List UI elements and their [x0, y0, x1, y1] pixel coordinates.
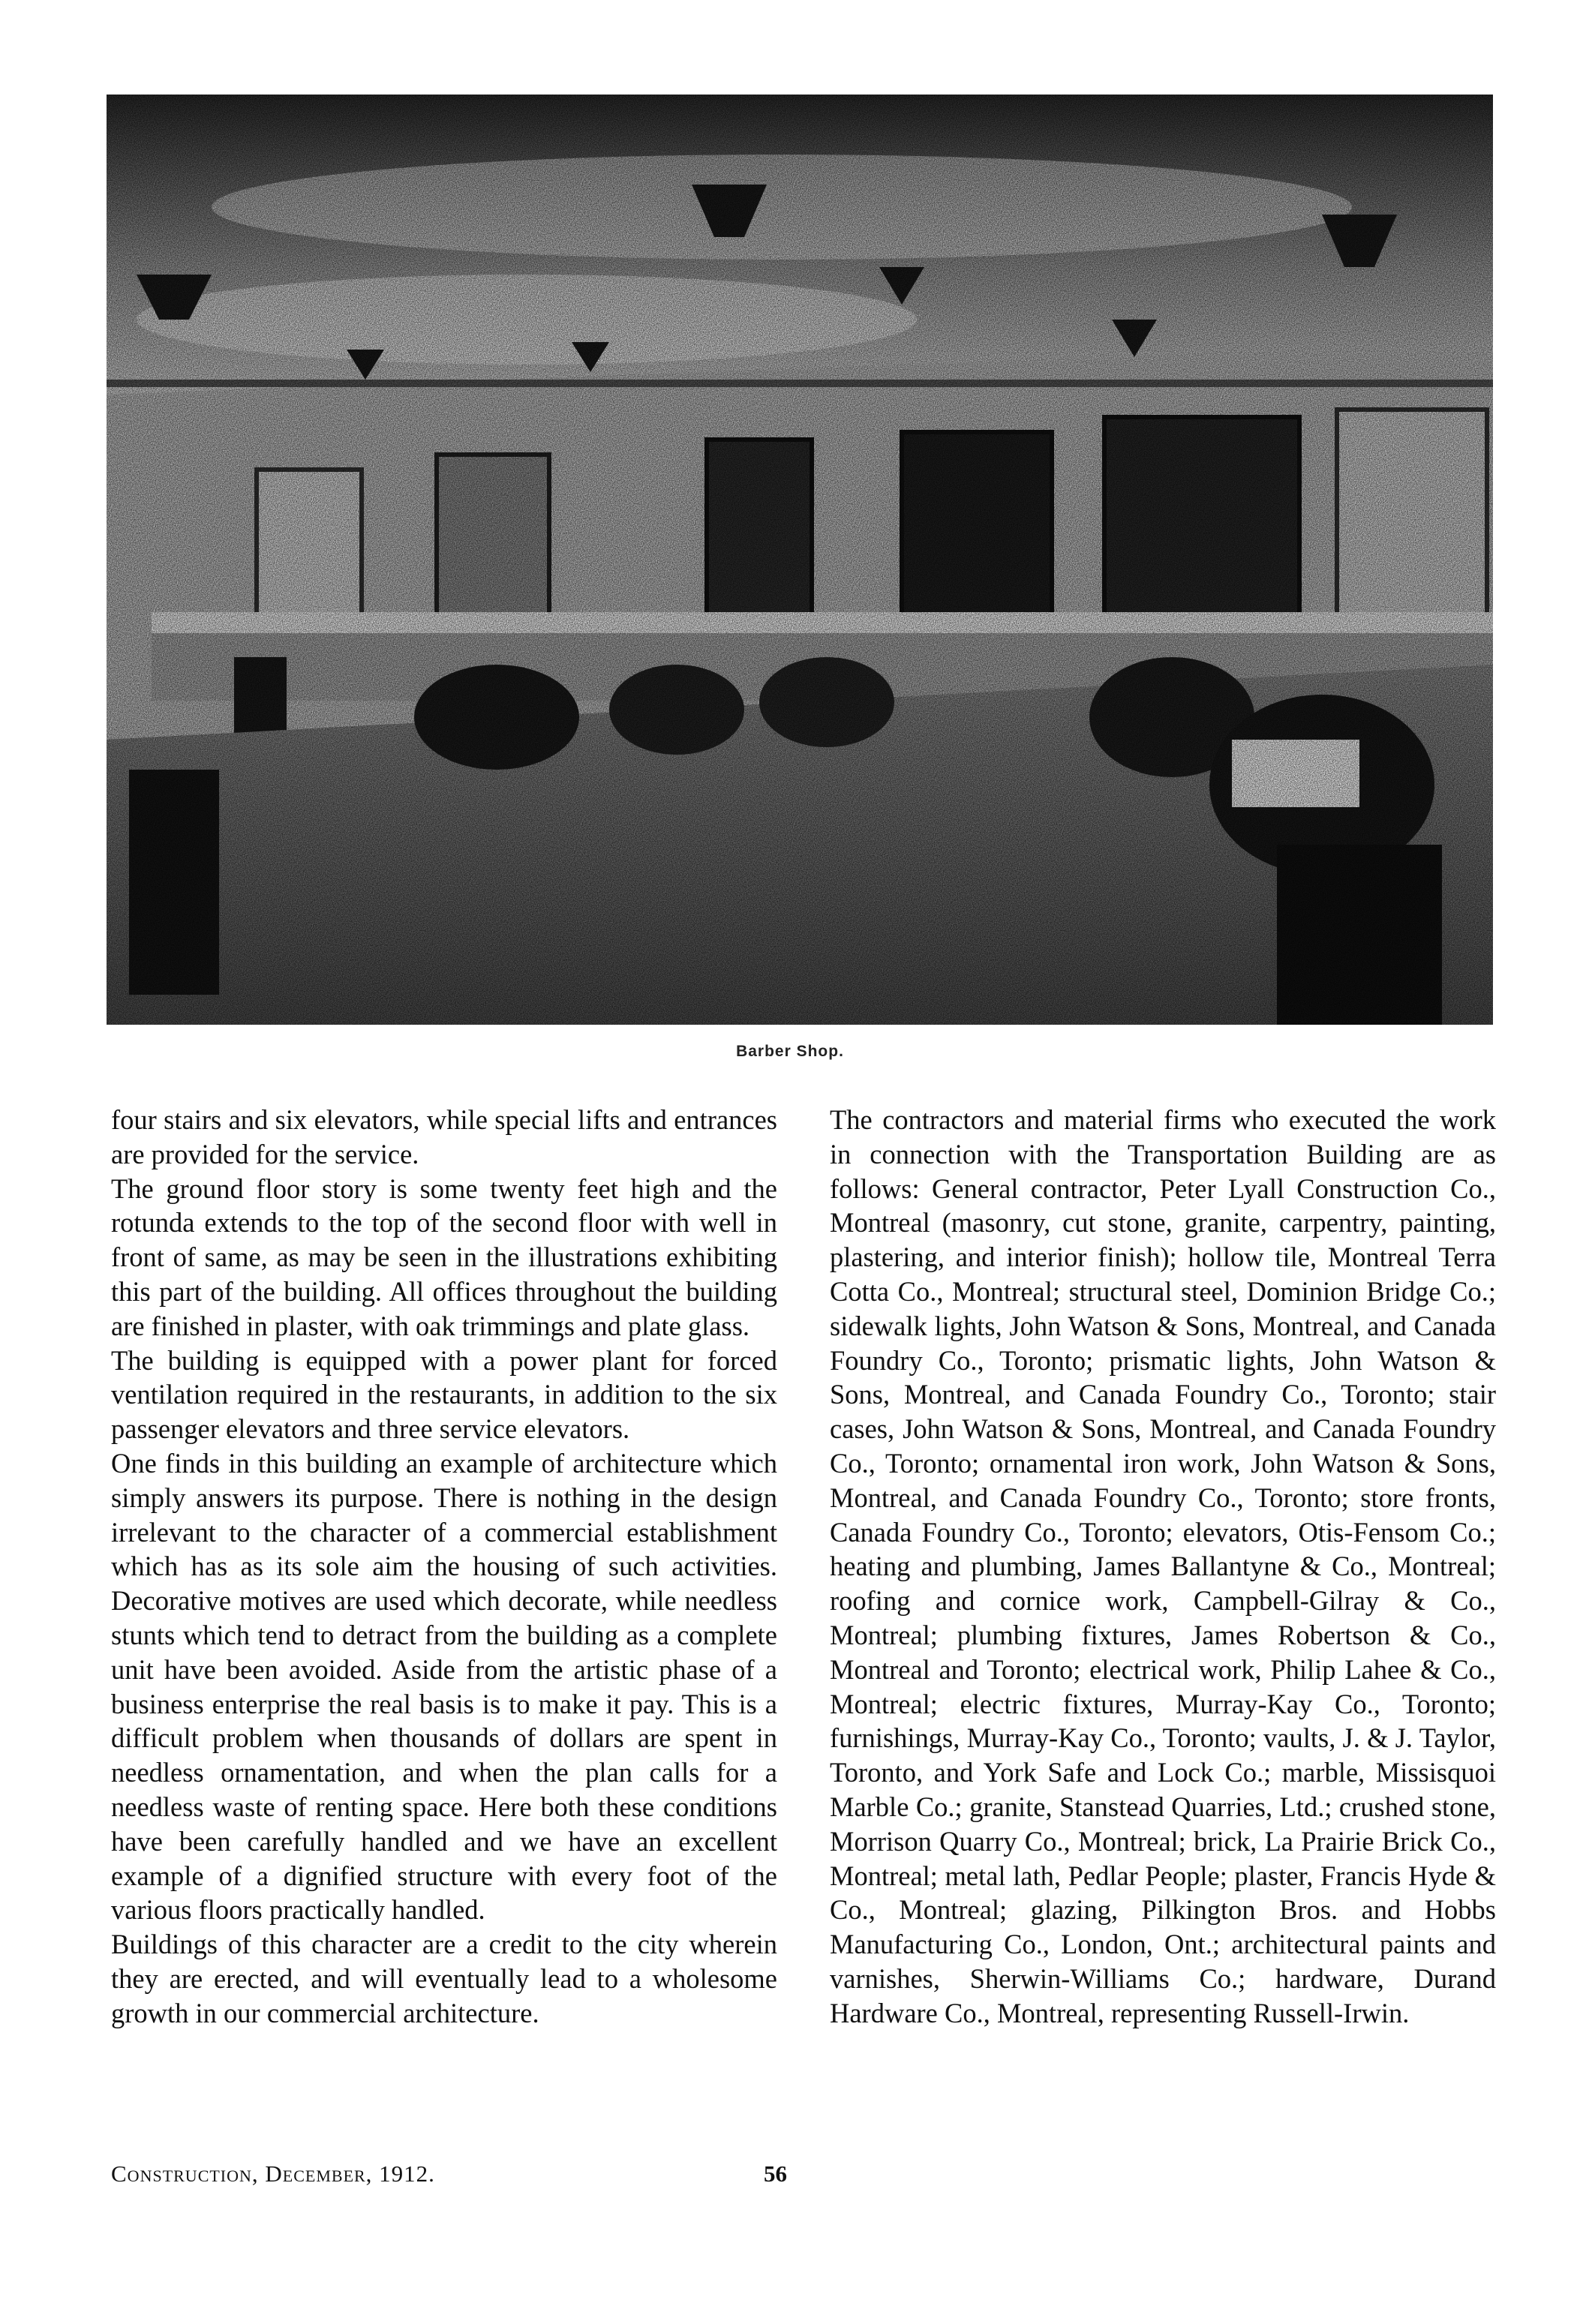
paragraph: four stairs and six elevators, while special lifts and entrances are provided for the service.: [111, 1104, 777, 1170]
barber-shop-illustration: [107, 95, 1493, 1025]
left-column: [111, 1103, 777, 2138]
paragraph: The building is equipped with a power plant for forced ventilation required in the restaurants, in addition to the six passenger elevators and three service elevators.: [111, 1344, 777, 1445]
magazine-issue: Construction, December, 1912.: [111, 2160, 435, 2187]
right-column: [830, 1103, 1496, 2138]
figure-caption: Barber Shop.: [736, 1043, 844, 1060]
paragraph: Buildings of this character are a credit to the city wherein they are erected, and will eventually lead to a wholesome growth in our commercial architecture.: [111, 1929, 777, 2028]
page-number: 56: [764, 2160, 787, 2187]
paragraph: One finds in this building an example of architecture which simply answers its purpose. There is nothing in the design irrelevant to the character of a commercial establishment which has as its sole aim the housing of such activities. Decorative motives are used which decorate, while needless stunts which tend to detract from the building as a complete unit have been avoided. Aside from the artistic phase of a business enterprise the real basis is to make it pay. This is a difficult problem when thousands of dollars are spent in needless ornamentation, and when the plan calls for a needless waste of renting space. Here both these conditions have been carefully handled and we have an excellent example of a dignified structure with every foot of the various floors practically handled.: [111, 1447, 777, 1926]
page-footer: [111, 2160, 1499, 2205]
paragraph: The contractors and material firms who executed the work in connection with the Transportation Building are as follows: General contractor, Peter Lyall Construction Co., Montreal (masonry, cut stone, granite, carpentry, painting, plastering, and interior finish); hollow tile, Montreal Terra Cotta Co., Montreal; structural steel, Dominion Bridge Co.; sidewalk lights, John Watson & Sons, Montreal, and Canada Foundry Co., Toronto; prismatic lights, John Watson & Sons, Montreal, and Canada Foundry Co., Toronto; stair cases, John Watson & Sons, Montreal, and Canada Foundry Co., Toronto; ornamental iron work, John Watson & Sons, Montreal, and Canada Foundry Co., Toronto; store fronts, Canada Foundry Co., Toronto; elevators, Otis-Fensom Co.; heating and plumbing, James Ballantyne & Co., Montreal; roofing and cornice work, Campbell-Gilray & Co., Montreal; plumbing fixtures, James Robertson & Co., Montreal and Toronto; electrical work, Philip Lahee & Co., Montreal; electric fixtures, Murray-Kay Co., Toronto; furnishings, Murray-Kay Co., Toronto; vaults, J. & J. Taylor, Toronto, and York Safe and Lock Co.; marble, Missisquoi Marble Co.; granite, Stanstead Quarries, Ltd.; crushed stone, Morrison Quarry Co., Montreal; brick, La Prairie Brick Co., Montreal; metal lath, Pedlar People; plaster, Francis Hyde & Co., Montreal; glazing, Pilkington Bros. and Hobbs Manufacturing Co., London, Ont.; architectural paints and varnishes, Sherwin-Williams Co.; hardware, Durand Hardware Co., Montreal, representing Russell-Irwin.: [830, 1104, 1496, 2028]
barber-shop-photo: [107, 95, 1493, 1025]
paragraph: The ground floor story is some twenty feet high and the rotunda extends to the top of the second floor with well in front of same, as may be seen in the illustrations exhibiting this part of the building. All offices throughout the building are finished in plaster, with oak trimmings and plate glass.: [111, 1173, 777, 1341]
